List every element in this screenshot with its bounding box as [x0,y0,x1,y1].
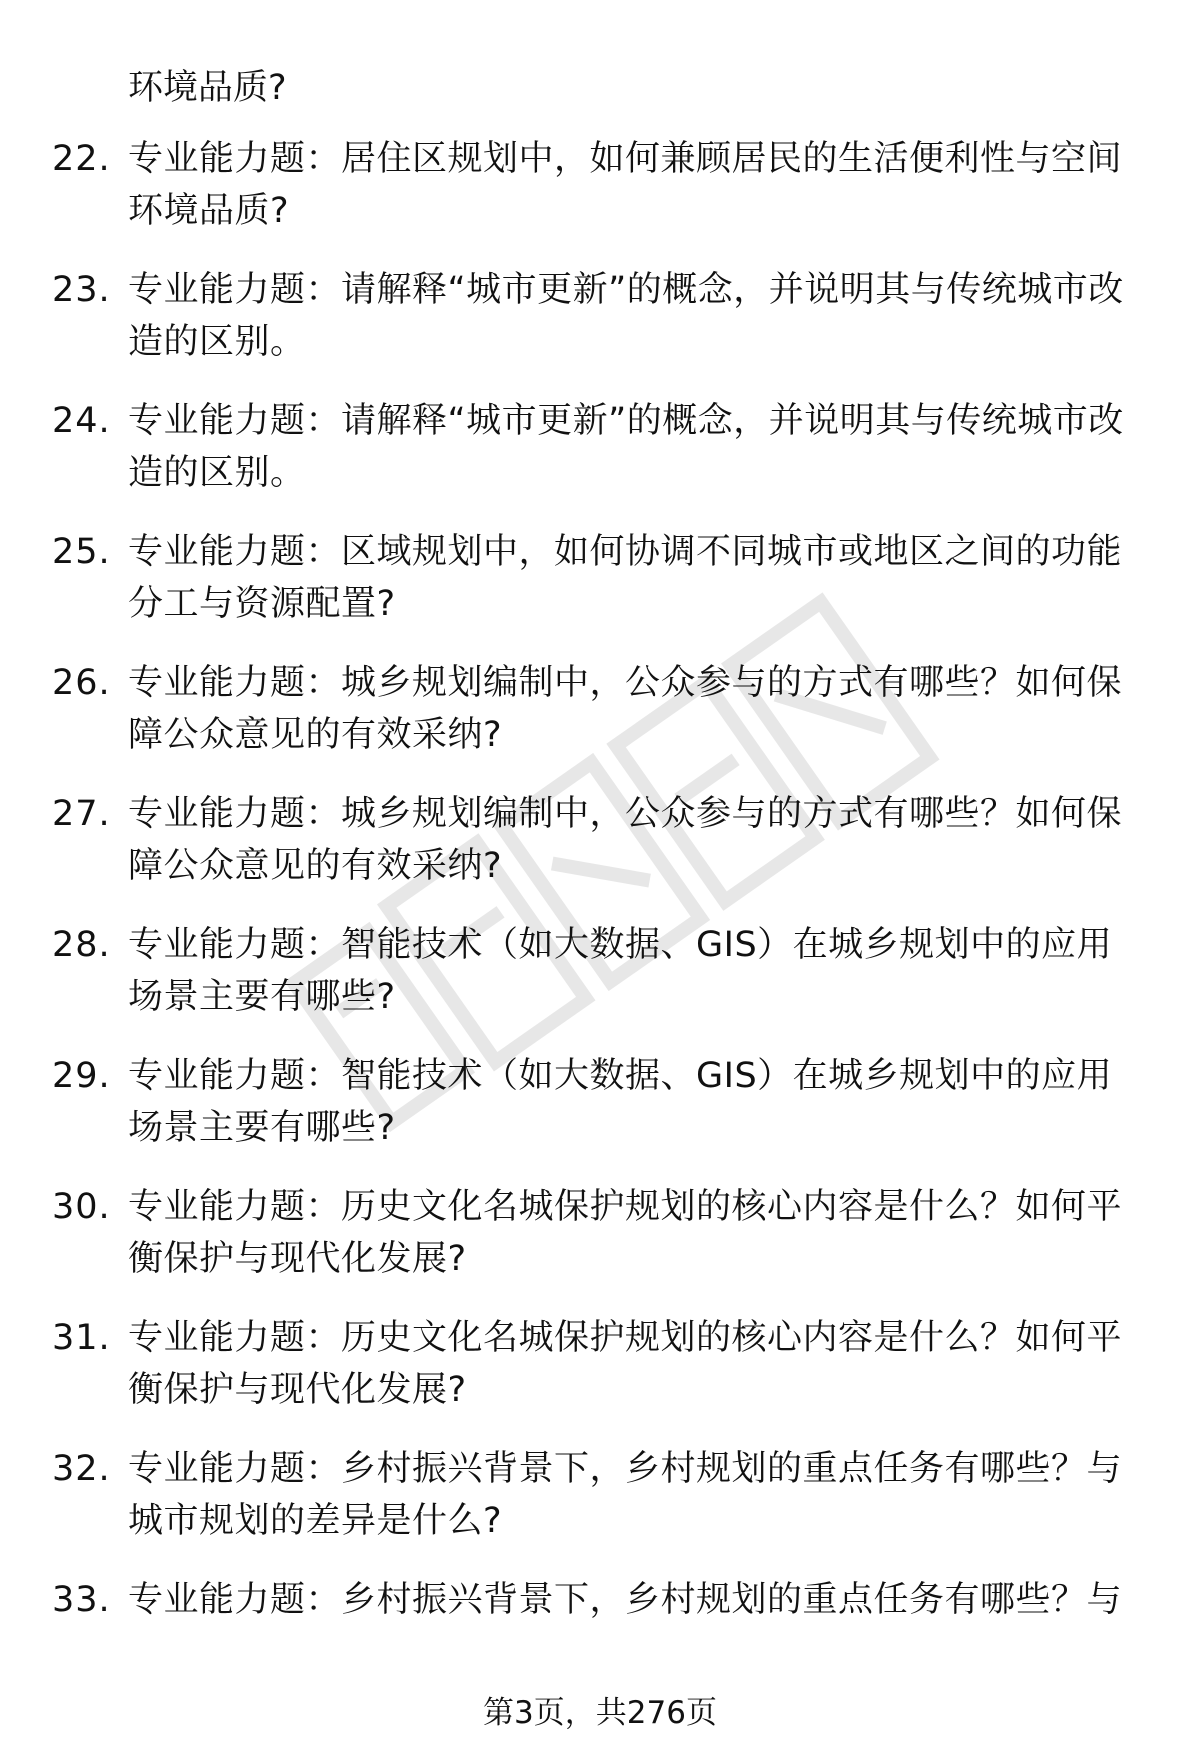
list-item [0,657,1200,788]
question-number: 28. [52,925,111,965]
question-number: 22. [52,139,111,179]
question-text: 专业能力题：请解释“城市更新”的概念，并说明其与传统城市改造的区别。 [128,270,1124,362]
question-number: 27. [52,794,111,834]
question-number: 26. [52,663,111,703]
list-item [0,264,1200,395]
list-item [0,133,1200,264]
question-text: 专业能力题：历史文化名城保护规划的核心内容是什么？如何平衡保护与现代化发展? [128,1187,1123,1279]
list-item [0,526,1200,657]
list-item [0,1312,1200,1443]
question-text: 专业能力题：智能技术（如大数据、GIS）在城乡规划中的应用场景主要有哪些? [128,1056,1113,1148]
question-text: 专业能力题：请解释“城市更新”的概念，并说明其与传统城市改造的区别。 [128,401,1124,493]
question-text: 专业能力题：居住区规划中，如何兼顾居民的生活便利性与空间环境品质? [128,139,1123,231]
question-text: 专业能力题：历史文化名城保护规划的核心内容是什么？如何平衡保护与现代化发展? [128,1318,1123,1410]
list-item [0,1181,1200,1312]
question-number: 30. [52,1187,111,1227]
list-item [0,1050,1200,1181]
question-number: 24. [52,401,111,441]
question-text: 专业能力题：城乡规划编制中，公众参与的方式有哪些？如何保障公众意见的有效采纳? [128,794,1123,886]
list-item [0,919,1200,1050]
list-item [0,395,1200,526]
question-number: 32. [52,1449,111,1489]
question-text: 专业能力题：城乡规划编制中，公众参与的方式有哪些？如何保障公众意见的有效采纳? [128,663,1123,755]
question-text: 专业能力题：乡村振兴背景下，乡村规划的重点任务有哪些？与城市规划的差异是什么? [128,1449,1123,1541]
question-number: 23. [52,270,111,310]
question-number: 33. [52,1580,111,1620]
question-text: 专业能力题：乡村振兴背景下，乡村规划的重点任务有哪些？与 [128,1580,1123,1620]
list-item [0,1574,1200,1705]
question-number: 31. [52,1318,111,1358]
question-text: 专业能力题：区域规划中，如何协调不同城市或地区之间的功能分工与资源配置? [128,532,1123,624]
page-footer: 第3页，共276页 [483,1695,717,1731]
question-text: 专业能力题：智能技术（如大数据、GIS）在城乡规划中的应用场景主要有哪些? [128,925,1113,1017]
question-number: 25. [52,532,111,572]
list-item [0,788,1200,919]
list-item [0,1443,1200,1574]
continuation-text: 环境品质? [128,68,287,108]
question-number: 29. [52,1056,111,1096]
question-list [0,133,1200,1705]
